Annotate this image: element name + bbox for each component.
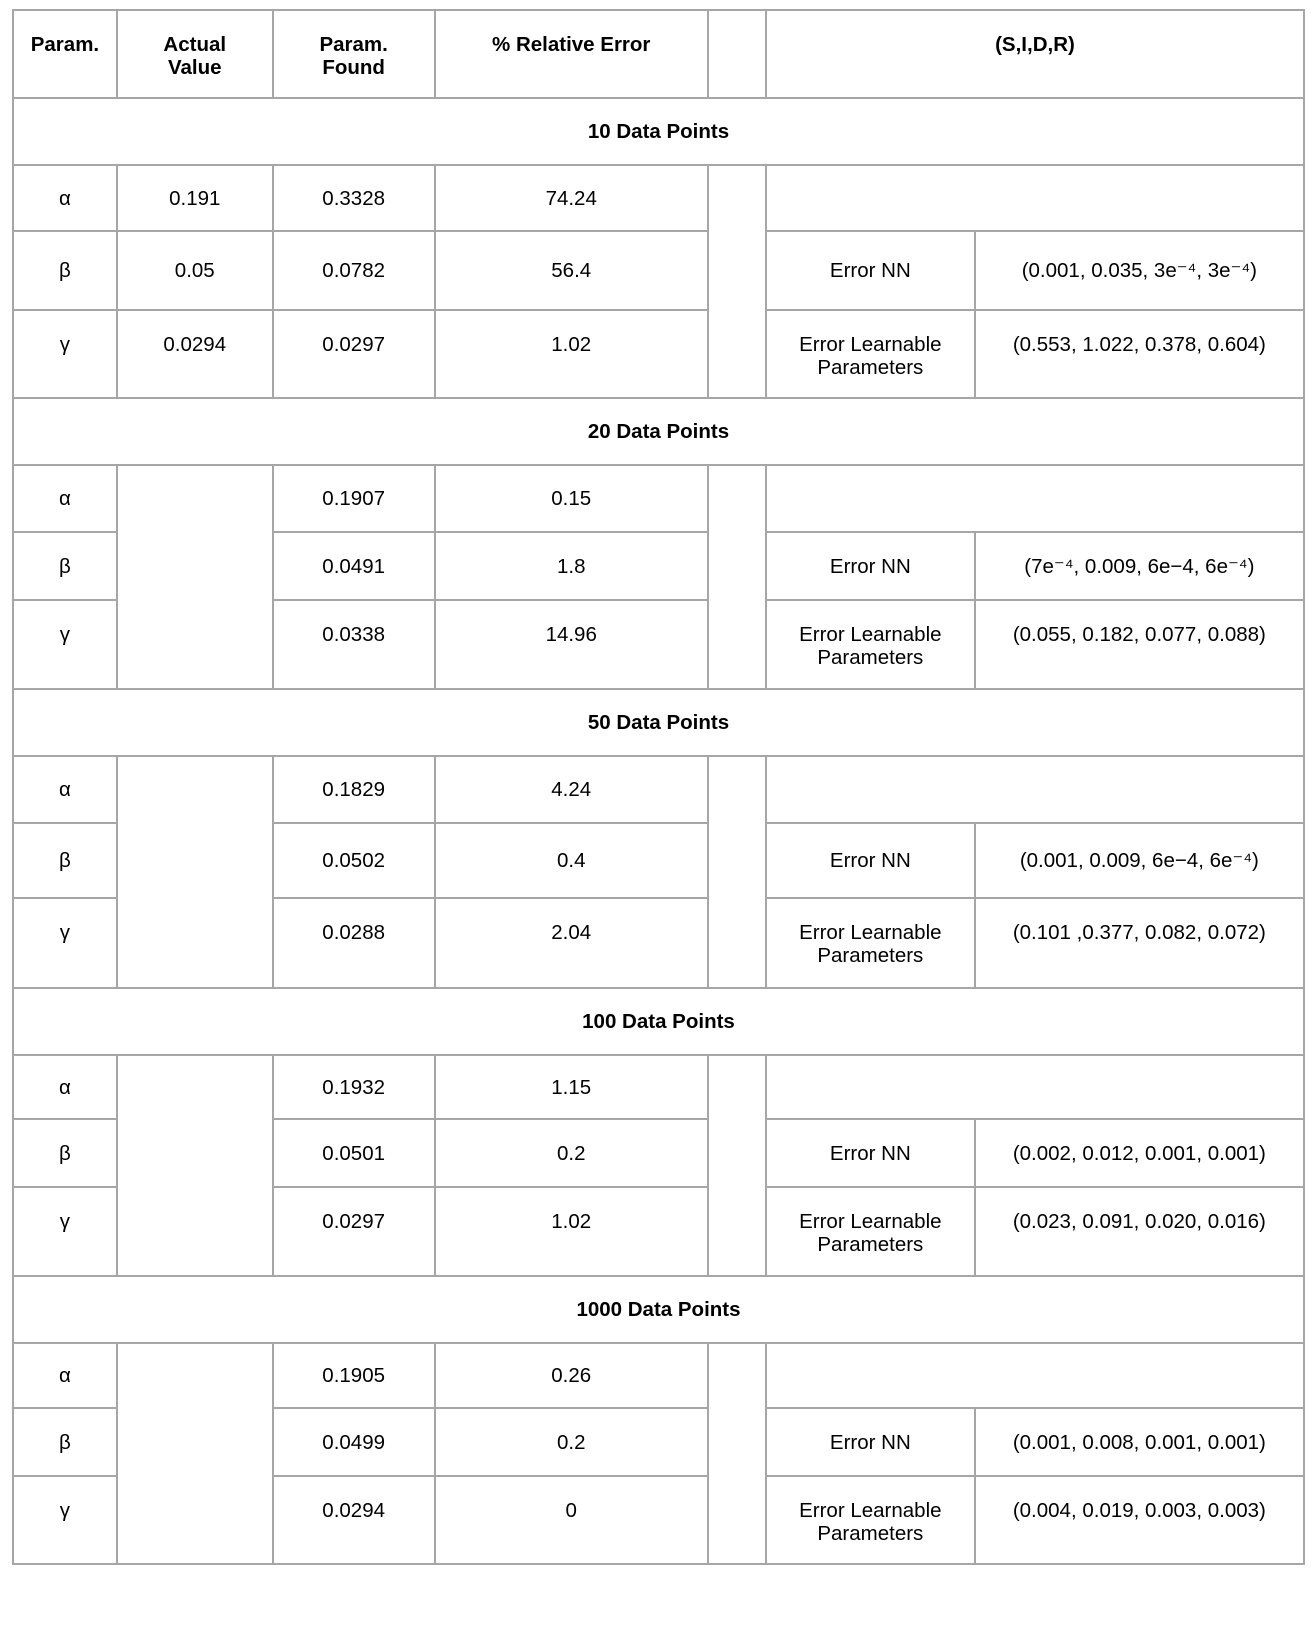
relative-error: 1.02: [435, 310, 708, 398]
param-symbol-alpha: α: [13, 1055, 117, 1119]
table-row: [13, 1055, 1304, 1119]
header-actual-value-text: Actual Value: [163, 33, 227, 79]
table-row: [13, 231, 1304, 310]
error-learnable-label: Error Learnable Parameters: [766, 310, 975, 398]
error-nn-value: (0.001, 0.008, 0.001, 0.001): [975, 1408, 1304, 1476]
table-row: [13, 1343, 1304, 1408]
error-learnable-value: (0.055, 0.182, 0.077, 0.088): [975, 600, 1304, 689]
relative-error: 0.2: [435, 1408, 708, 1476]
actual-value: 0.0294: [117, 310, 273, 398]
param-found: 0.1829: [273, 756, 435, 823]
relative-error: 0: [435, 1476, 708, 1564]
table-row: [13, 310, 1304, 398]
header-actual-value: [117, 10, 273, 98]
section-title: 10 Data Points: [13, 98, 1304, 165]
error-learnable-label: Error Learnable Parameters: [766, 1476, 975, 1564]
param-found: 0.0499: [273, 1408, 435, 1476]
param-found: 0.0297: [273, 1187, 435, 1276]
error-learnable-label: Error Learnable Parameters: [766, 898, 975, 988]
header-relative-error: % Relative Error: [435, 10, 708, 98]
param-symbol-gamma: γ: [13, 1187, 117, 1276]
section-title-row: [13, 1276, 1304, 1343]
sidr-blank-cell: [766, 1343, 1304, 1408]
error-nn-label: Error NN: [766, 1408, 975, 1476]
section-title-row: [13, 988, 1304, 1055]
actual-value: 0.191: [117, 165, 273, 231]
relative-error: 1.8: [435, 532, 708, 600]
error-learnable-label: Error Learnable Parameters: [766, 600, 975, 689]
section-title: 1000 Data Points: [13, 1276, 1304, 1343]
param-symbol-alpha: α: [13, 165, 117, 231]
param-symbol-alpha: α: [13, 465, 117, 532]
error-nn-value: (7e⁻⁴, 0.009, 6e−4, 6e⁻⁴): [975, 532, 1304, 600]
section-title-row: [13, 689, 1304, 756]
relative-error: 0.26: [435, 1343, 708, 1408]
relative-error: 14.96: [435, 600, 708, 689]
actual-value: 0.05: [117, 231, 273, 310]
table-row: [13, 165, 1304, 231]
sidr-blank-cell: [766, 165, 1304, 231]
param-symbol-beta: β: [13, 823, 117, 898]
param-found: 0.0782: [273, 231, 435, 310]
actual-value-empty: [117, 756, 273, 988]
param-found: 0.0294: [273, 1476, 435, 1564]
error-nn-value: (0.001, 0.009, 6e−4, 6e⁻⁴): [975, 823, 1304, 898]
spacer-cell: [708, 465, 766, 689]
param-found: 0.1932: [273, 1055, 435, 1119]
section-title-row: [13, 98, 1304, 165]
param-symbol-alpha: α: [13, 756, 117, 823]
param-found: 0.0288: [273, 898, 435, 988]
header-row: [13, 10, 1304, 98]
param-symbol-beta: β: [13, 1119, 117, 1187]
error-nn-label: Error NN: [766, 231, 975, 310]
param-found: 0.0502: [273, 823, 435, 898]
param-found: 0.3328: [273, 165, 435, 231]
section-title: 20 Data Points: [13, 398, 1304, 465]
header-param-found-text: Param. Found: [319, 33, 388, 79]
section-title: 100 Data Points: [13, 988, 1304, 1055]
section-title-row: [13, 398, 1304, 465]
param-found: 0.0501: [273, 1119, 435, 1187]
relative-error: 1.02: [435, 1187, 708, 1276]
section-title: 50 Data Points: [13, 689, 1304, 756]
error-learnable-value: (0.553, 1.022, 0.378, 0.604): [975, 310, 1304, 398]
actual-value-empty: [117, 1343, 273, 1564]
relative-error: 0.2: [435, 1119, 708, 1187]
relative-error: 74.24: [435, 165, 708, 231]
sidr-blank-cell: [766, 1055, 1304, 1119]
header-param-found: [273, 10, 435, 98]
param-found: 0.1907: [273, 465, 435, 532]
relative-error: 56.4: [435, 231, 708, 310]
param-found: 0.0297: [273, 310, 435, 398]
sidr-blank-cell: [766, 756, 1304, 823]
param-symbol-beta: β: [13, 1408, 117, 1476]
header-sidr: (S,I,D,R): [766, 10, 1304, 98]
header-param: Param.: [13, 10, 117, 98]
error-learnable-value: (0.023, 0.091, 0.020, 0.016): [975, 1187, 1304, 1276]
param-symbol-gamma: γ: [13, 310, 117, 398]
param-symbol-gamma: γ: [13, 1476, 117, 1564]
param-symbol-beta: β: [13, 532, 117, 600]
error-learnable-value: (0.101 ,0.377, 0.082, 0.072): [975, 898, 1304, 988]
table-row: [13, 465, 1304, 532]
error-nn-label: Error NN: [766, 823, 975, 898]
actual-value-empty: [117, 1055, 273, 1276]
param-found: 0.1905: [273, 1343, 435, 1408]
param-found: 0.0491: [273, 532, 435, 600]
spacer-cell: [708, 756, 766, 988]
spacer-cell: [708, 1343, 766, 1564]
results-table-body: [13, 10, 1304, 1564]
param-symbol-gamma: γ: [13, 898, 117, 988]
table-row: [13, 756, 1304, 823]
param-symbol-beta: β: [13, 231, 117, 310]
error-nn-label: Error NN: [766, 532, 975, 600]
param-symbol-alpha: α: [13, 1343, 117, 1408]
relative-error: 2.04: [435, 898, 708, 988]
relative-error: 0.15: [435, 465, 708, 532]
spacer-cell: [708, 1055, 766, 1276]
relative-error: 1.15: [435, 1055, 708, 1119]
param-found: 0.0338: [273, 600, 435, 689]
param-symbol-gamma: γ: [13, 600, 117, 689]
results-table: [12, 9, 1305, 1565]
relative-error: 0.4: [435, 823, 708, 898]
header-spacer: [708, 10, 766, 98]
error-nn-label: Error NN: [766, 1119, 975, 1187]
error-learnable-value: (0.004, 0.019, 0.003, 0.003): [975, 1476, 1304, 1564]
sidr-blank-cell: [766, 465, 1304, 532]
spacer-cell: [708, 165, 766, 398]
error-learnable-label: Error Learnable Parameters: [766, 1187, 975, 1276]
actual-value-empty: [117, 465, 273, 689]
error-nn-value: (0.001, 0.035, 3e⁻⁴, 3e⁻⁴): [975, 231, 1304, 310]
relative-error: 4.24: [435, 756, 708, 823]
error-nn-value: (0.002, 0.012, 0.001, 0.001): [975, 1119, 1304, 1187]
